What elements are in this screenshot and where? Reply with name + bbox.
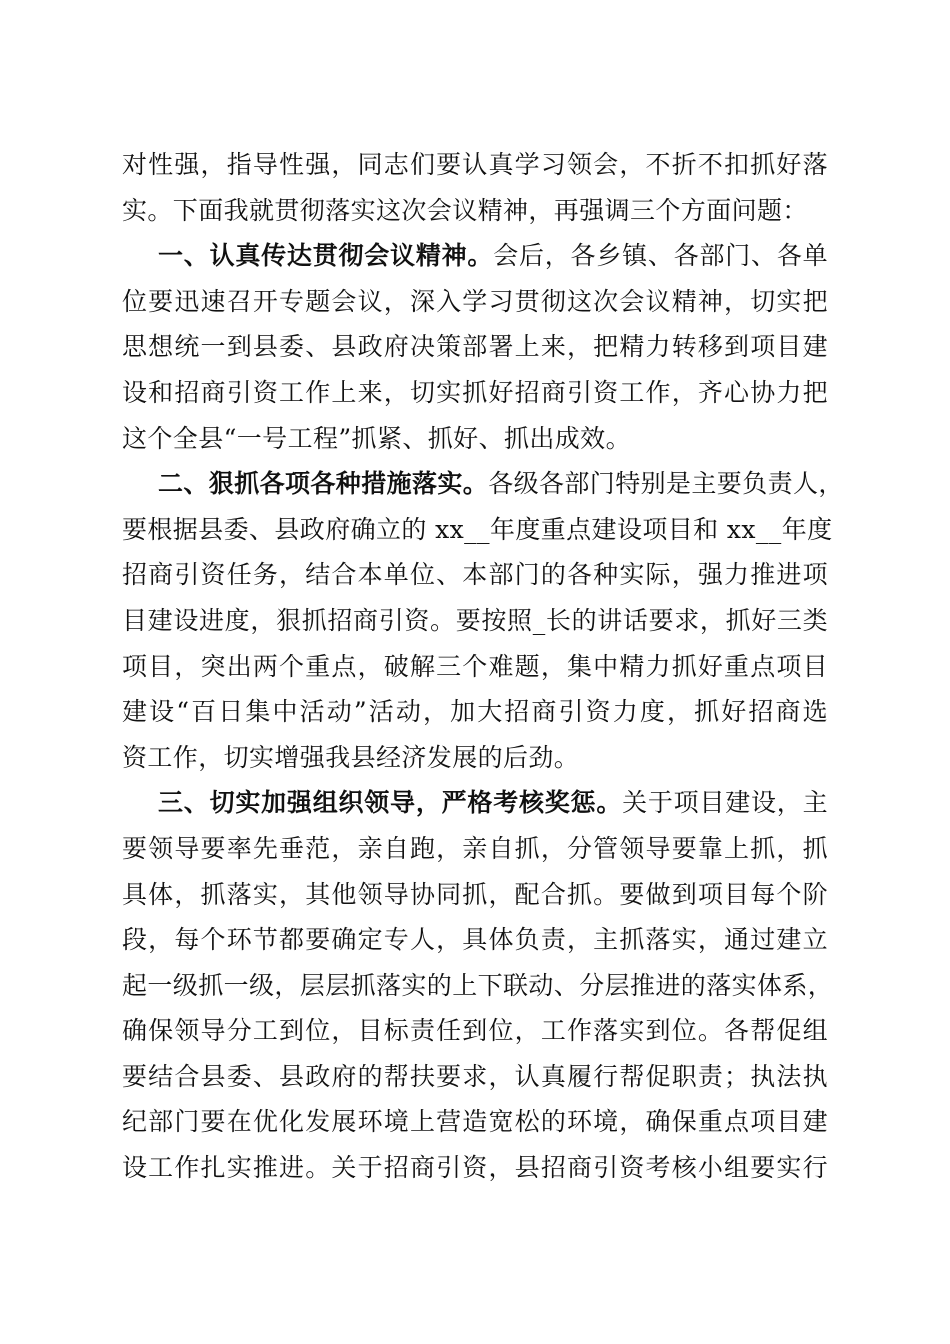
paragraph-line: 实。下面我就贯彻落实这次会议精神，再强调三个方面问题： xyxy=(122,195,808,225)
paragraph-line: 要根据县委、县政府确立的 xx__年度重点建设项目和 xx__年度 xyxy=(122,514,833,544)
section-3-text: 关于项目建设，主 xyxy=(622,788,828,818)
paragraph-line: 确保领导分工到位，目标责任到位，工作落实到位。各帮促组 xyxy=(122,1016,828,1046)
paragraph-line: 资工作，切实增强我县经济发展的后劲。 xyxy=(122,742,580,772)
paragraph-line: 段，每个环节都要确定专人，具体负责，主抓落实，通过建立 xyxy=(122,925,828,955)
section-2-first-line xyxy=(122,461,844,507)
paragraph-line: 目建设进度，狠抓招商引资。要按照_长的讲话要求，抓好三类 xyxy=(122,605,828,635)
paragraph-line: 招商引资任务，结合本单位、本部门的各种实际，强力推进项 xyxy=(122,560,828,590)
paragraph-line: 要领导要率先垂范，亲自跑，亲自抓，分管领导要靠上抓，抓 xyxy=(122,833,828,863)
section-1-text: 会后，各乡镇、各部门、各单 xyxy=(493,241,829,271)
section-3-first-line xyxy=(122,780,828,826)
paragraph-line: 设工作扎实推进。关于招商引资，县招商引资考核小组要实行 xyxy=(122,1153,828,1183)
paragraph-line: 思想统一到县委、县政府决策部署上来，把精力转移到项目建 xyxy=(122,332,828,362)
section-2-heading: 二、狠抓各项各种措施落实。 xyxy=(158,469,489,499)
paragraph-line: 具体，抓落实，其他领导协同抓，配合抓。要做到项目每个阶 xyxy=(122,879,828,909)
paragraph-line: 要结合县委、县政府的帮扶要求，认真履行帮促职责；执法执 xyxy=(122,1061,828,1091)
paragraph-line: 位要迅速召开专题会议，深入学习贯彻这次会议精神，切实把 xyxy=(122,286,828,316)
paragraph-line: 项目，突出两个重点，破解三个难题，集中精力抓好重点项目 xyxy=(122,651,828,681)
paragraph-line: 这个全县“一号工程”抓紧、抓好、抓出成效。 xyxy=(122,423,631,453)
section-1-heading: 一、认真传达贯彻会议精神。 xyxy=(158,241,494,271)
paragraph-line: 起一级抓一级，层层抓落实的上下联动、分层推进的落实体系， xyxy=(122,970,834,1000)
paragraph-line: 设和招商引资工作上来，切实抓好招商引资工作，齐心协力把 xyxy=(122,377,828,407)
document-body xyxy=(122,142,844,1191)
section-1-first-line xyxy=(122,233,828,279)
paragraph-line: 建设“百日集中活动”活动，加大招商引资力度，抓好招商选 xyxy=(122,697,828,727)
section-2-text: 各级各部门特别是主要负责人， xyxy=(488,469,844,499)
section-3-heading: 三、切实加强组织领导，严格考核奖惩。 xyxy=(158,788,623,818)
paragraph-line: 纪部门要在优化发展环境上营造宽松的环境，确保重点项目建 xyxy=(122,1107,828,1137)
paragraph-line: 对性强，指导性强，同志们要认真学习领会，不折不扣抓好落 xyxy=(122,150,828,179)
